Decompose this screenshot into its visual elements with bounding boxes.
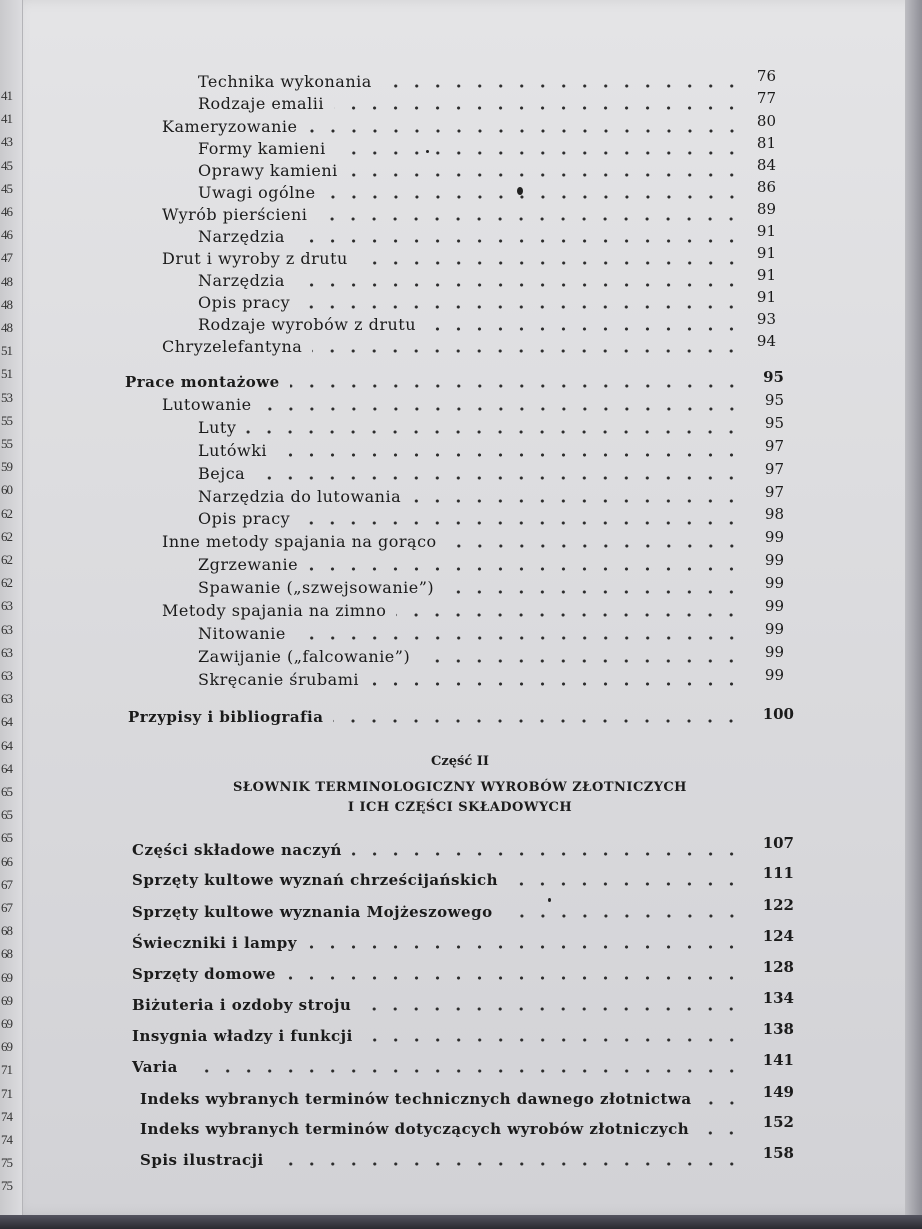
toc-entry: [198, 670, 742, 692]
previous-page-number: 71: [1, 1062, 12, 1078]
toc-entry-page: 77: [756, 89, 776, 107]
toc-entry-label: Sprzęty domowe: [132, 965, 276, 983]
toc-entry-page: 97: [764, 436, 784, 455]
dot-leader: [369, 682, 742, 686]
toc-entry: [198, 94, 742, 116]
ink-speck: [517, 187, 523, 195]
previous-page-number: 62: [1, 505, 12, 521]
dot-leader: [262, 407, 742, 411]
toc-entry-label: Spis ilustracji: [140, 1151, 264, 1169]
dot-leader: [348, 173, 742, 177]
toc-entry-page: 91: [756, 288, 776, 306]
previous-page-number: 63: [1, 691, 12, 707]
toc-entry-page: 111: [762, 864, 794, 882]
toc-entry: [132, 964, 742, 986]
dot-leader: [255, 476, 742, 480]
toc-entry-page: 99: [764, 551, 784, 570]
dot-leader: [300, 305, 742, 309]
toc-entry-label: Uwagi ogólne: [198, 183, 316, 202]
dot-leader: [308, 567, 742, 571]
toc-entry-page: 122: [762, 896, 794, 914]
toc-entry-label: Nitowanie: [198, 623, 286, 643]
toc-entry-label: Opis pracy: [198, 293, 291, 312]
toc-entry-label: Drut i wyroby z drutu: [162, 249, 348, 268]
toc-entry-label: Biżuteria i ozdoby stroju: [132, 996, 352, 1014]
dot-leader: [326, 195, 742, 199]
previous-page-margin: [0, 0, 23, 1215]
toc-entry: [198, 624, 742, 646]
toc-entry: [198, 464, 742, 486]
toc-entry-label: Skręcanie śrubami: [198, 669, 359, 689]
toc-entry-label: Lutówki: [198, 440, 267, 460]
toc-entry: [198, 418, 742, 440]
toc-entry: [198, 161, 742, 183]
toc-entry: [198, 271, 742, 293]
previous-page-number: 47: [1, 250, 12, 266]
toc-entry-page: 98: [764, 505, 784, 524]
toc-entry-page: 100: [762, 705, 794, 723]
toc-entry-page: 158: [762, 1144, 794, 1162]
toc-entry: [162, 532, 742, 554]
toc-entry-page: 99: [764, 665, 784, 684]
previous-page-number: 51: [1, 366, 12, 382]
previous-page-number: 55: [1, 436, 12, 451]
previous-page-number: 46: [1, 204, 12, 219]
toc-entry: [140, 1119, 742, 1141]
dot-leader: [295, 283, 742, 287]
previous-page-number: 75: [1, 1178, 12, 1194]
previous-page-number: 69: [1, 992, 12, 1008]
toc-entry: [198, 315, 742, 337]
toc-entry: [132, 870, 742, 892]
toc-entry: [132, 902, 742, 924]
toc-entry-label: Kameryzowanie: [162, 117, 298, 136]
toc-entry-label: Indeks wybranych terminów technicznych dawnego złotnictwa: [140, 1090, 692, 1108]
previous-page-number: 55: [1, 412, 12, 428]
previous-page-number: 63: [1, 644, 12, 660]
toc-entry-page: 152: [762, 1113, 794, 1131]
toc-entry-label: Bejca: [198, 463, 246, 483]
dot-leader: [308, 129, 742, 133]
dot-leader: [300, 521, 742, 525]
toc-entry-label: Świeczniki i lampy: [132, 934, 297, 952]
dot-leader: [188, 1069, 742, 1073]
toc-entry-page: 97: [764, 482, 784, 501]
toc-entry-page: 94: [756, 332, 776, 350]
part-title-line2: I ICH CZĘŚCI SKŁADOWYCH: [347, 800, 573, 815]
toc-entry-page: 95: [764, 413, 784, 432]
previous-page-number: 69: [1, 969, 12, 985]
toc-entry: [132, 1057, 742, 1079]
dot-leader: [508, 882, 742, 886]
toc-entry-label: Metody spajania na zimno: [162, 601, 387, 620]
previous-page-number: 62: [1, 552, 12, 567]
toc-entry-page: 134: [762, 989, 794, 1007]
toc-entry-label: Zgrzewanie: [198, 555, 299, 575]
toc-entry-page: 91: [756, 266, 776, 284]
toc-entry-label: Chryzelefantyna: [162, 337, 303, 356]
toc-entry: [132, 933, 742, 955]
toc-entry-label: Sprzęty kultowe wyznania Mojżeszowego: [132, 903, 493, 921]
dot-leader: [290, 384, 742, 388]
toc-entry-label: Prace montażowe: [125, 373, 280, 391]
dot-leader: [363, 1038, 742, 1042]
previous-page-number: 68: [1, 946, 12, 962]
previous-page-number: 64: [1, 714, 12, 730]
dot-leader: [426, 327, 742, 331]
toc-entry-page: 138: [762, 1020, 794, 1038]
previous-page-number: 46: [1, 227, 12, 243]
toc-entry: [198, 555, 742, 577]
previous-page-number: 48: [1, 273, 12, 289]
toc-entry: [198, 509, 742, 531]
previous-page-number: 75: [1, 1155, 12, 1171]
dot-leader: [411, 499, 742, 503]
toc-entry-page: 99: [764, 528, 784, 547]
previous-page-number: 67: [1, 876, 12, 892]
toc-entry-label: Opis pracy: [198, 509, 291, 529]
toc-entry: [162, 395, 742, 417]
toc-entry-label: Insygnia władzy i funkcji: [132, 1027, 353, 1045]
page-edge-shadow: [905, 0, 922, 1229]
toc-entry-label: Wyrób pierścieni: [162, 205, 308, 224]
toc-entry-page: 99: [764, 574, 784, 593]
toc-entry-page: 141: [762, 1051, 794, 1069]
previous-page-number: 43: [1, 134, 12, 150]
dot-leader: [358, 261, 742, 265]
previous-page-number: 59: [1, 459, 12, 475]
toc-entry-page: 99: [764, 597, 784, 615]
previous-page-number: 62: [1, 528, 12, 544]
toc-entry: [198, 139, 742, 161]
toc-entry-label: Sprzęty kultowe wyznań chrześcijańskich: [132, 871, 499, 889]
toc-entry: [162, 249, 742, 271]
toc-entry: [162, 337, 742, 359]
toc-entry-label: Rodzaje wyrobów z drutu: [198, 315, 417, 334]
toc-entry: [125, 372, 742, 394]
previous-page-number: 53: [1, 389, 12, 405]
toc-entry-page: 86: [756, 178, 776, 196]
toc-entry-page: 89: [756, 200, 776, 218]
toc-entry: [198, 72, 742, 94]
toc-entry-page: 81: [756, 134, 776, 152]
toc-entry-page: 149: [762, 1083, 794, 1101]
ink-speck: [548, 898, 551, 902]
toc-entry-page: 93: [756, 310, 776, 328]
toc-entry-page: 128: [762, 958, 794, 976]
toc-entry: [198, 441, 742, 463]
toc-entry-label: Indeks wybranych terminów dotyczących wyrobów złotniczych: [140, 1120, 690, 1138]
toc-entry-label: Oprawy kamieni: [198, 161, 338, 180]
previous-page-number: 63: [1, 598, 12, 614]
previous-page-number: 41: [1, 111, 12, 127]
toc-entry-label: Formy kamieni: [198, 139, 326, 158]
toc-entry-page: 124: [762, 927, 794, 945]
toc-entry-label: Inne metody spajania na gorąco: [162, 532, 437, 552]
previous-page-number: 63: [1, 621, 12, 637]
dot-leader: [503, 914, 742, 918]
previous-page-number: 64: [1, 760, 12, 776]
toc-entry: [198, 293, 742, 315]
dot-leader: [352, 852, 742, 856]
toc-entry-label: Narzędzia: [198, 271, 285, 290]
dot-leader: [246, 430, 742, 434]
previous-page-number: 68: [1, 923, 12, 939]
previous-page-number: 62: [1, 575, 12, 591]
previous-page-number: 74: [1, 1108, 12, 1124]
dot-leader: [334, 106, 742, 110]
dot-leader: [447, 544, 742, 548]
toc-entry: [162, 117, 742, 139]
dot-leader: [702, 1101, 742, 1105]
toc-entry-page: 95: [763, 368, 784, 386]
toc-entry-page: 97: [764, 459, 784, 478]
toc-entry-label: Rodzaje emalii: [198, 94, 324, 113]
toc-entry-label: Zawijanie („falcowanie”): [198, 646, 411, 666]
dot-leader: [382, 84, 742, 88]
dot-leader: [296, 636, 742, 640]
previous-page-number: 45: [1, 157, 12, 173]
toc-entry: [162, 601, 742, 623]
dot-leader: [420, 659, 742, 663]
toc-entry: [198, 647, 742, 669]
previous-page-number: 60: [1, 482, 12, 498]
dot-leader: [396, 613, 742, 617]
toc-entry-page: 107: [762, 834, 794, 852]
toc-entry: [132, 995, 742, 1017]
toc-entry: [132, 1026, 742, 1048]
toc-entry-page: 84: [756, 156, 776, 174]
toc-entry-page: 80: [756, 112, 776, 130]
dot-leader: [286, 976, 742, 980]
toc-entry-label: Narzędzia: [198, 227, 285, 246]
toc-entry-page: 76: [756, 67, 776, 85]
toc-entry-label: Spawanie („szwejsowanie”): [198, 578, 435, 598]
toc-entry-label: Technika wykonania: [198, 72, 372, 91]
page-bottom-shadow: [0, 1215, 922, 1229]
toc-entry: [162, 205, 742, 227]
toc-entry-label: Części składowe naczyń: [132, 841, 342, 859]
previous-page-number: 74: [1, 1132, 12, 1147]
dot-leader: [307, 945, 742, 949]
previous-page-number: 69: [1, 1039, 12, 1055]
previous-page-number: 69: [1, 1016, 12, 1031]
toc-entry-page: 91: [756, 222, 776, 240]
toc-entry: [140, 1089, 742, 1111]
dot-leader: [444, 590, 742, 594]
toc-entry: [198, 487, 742, 509]
dot-leader: [277, 453, 742, 457]
previous-page-number: 67: [1, 900, 12, 915]
toc-entry-label: Luty: [198, 417, 237, 437]
previous-page-number: 41: [1, 88, 12, 103]
previous-page-number: 45: [1, 180, 12, 196]
dot-leader: [295, 239, 742, 243]
toc-entry-label: Varia: [132, 1058, 178, 1076]
previous-page-number: 63: [1, 668, 12, 683]
part-heading: Część II: [431, 754, 489, 769]
toc-entry-page: 95: [764, 390, 784, 409]
toc-entry: [198, 578, 742, 600]
previous-page-number: 71: [1, 1085, 12, 1101]
previous-page-number: 65: [1, 784, 12, 799]
toc-entry: [132, 840, 742, 862]
toc-entry-page: 99: [764, 619, 784, 638]
previous-page-number: 48: [1, 296, 12, 312]
dot-leader: [361, 1007, 742, 1011]
dot-leader: [274, 1162, 742, 1166]
previous-page-number: 51: [1, 343, 12, 359]
toc-entry-label: Narzędzia do lutowania: [198, 486, 402, 506]
previous-page-number: 64: [1, 737, 12, 753]
part-title-line1: SŁOWNIK TERMINOLOGICZNY WYROBÓW ZŁOTNICZYCH: [233, 780, 687, 795]
toc-entry-page: 91: [756, 244, 776, 262]
toc-entry: [140, 1150, 742, 1172]
dot-leader: [336, 151, 742, 155]
toc-entry: [198, 183, 742, 205]
toc-entry: [128, 707, 742, 729]
previous-page-number: 65: [1, 830, 12, 846]
toc-entry: [198, 227, 742, 249]
ink-speck: [426, 150, 429, 153]
previous-page-number: 65: [1, 807, 12, 823]
previous-page-number: 48: [1, 320, 12, 335]
dot-leader: [312, 349, 742, 353]
toc-entry-label: Przypisy i bibliografia: [128, 708, 324, 726]
previous-page-number: 66: [1, 853, 12, 869]
dot-leader: [317, 217, 742, 221]
toc-entry-page: 99: [764, 642, 784, 661]
dot-leader: [333, 719, 742, 723]
toc-entry-label: Lutowanie: [162, 394, 252, 414]
dot-leader: [699, 1131, 742, 1135]
